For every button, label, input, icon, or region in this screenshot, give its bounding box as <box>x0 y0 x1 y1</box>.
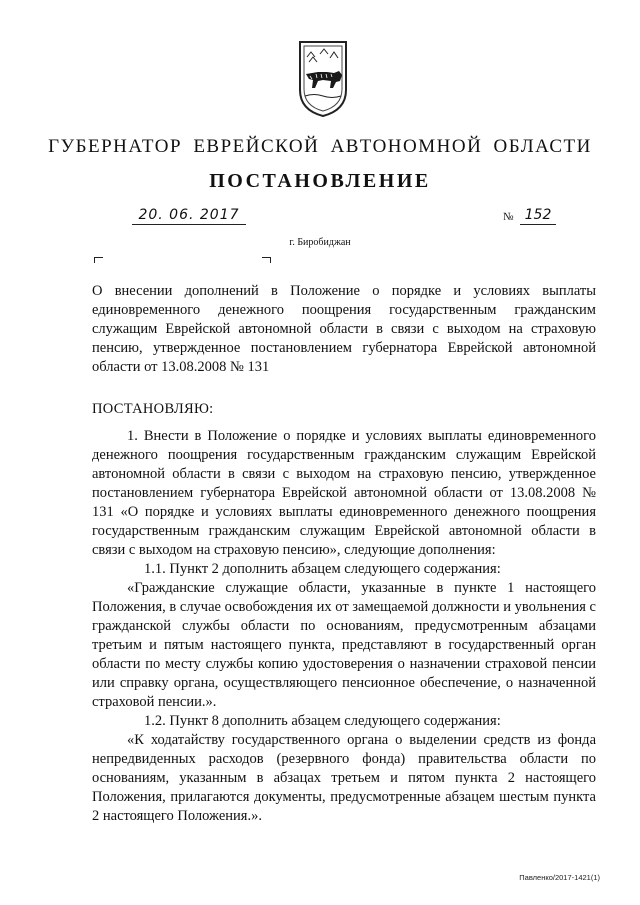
issuing-authority: ГУБЕРНАТОР ЕВРЕЙСКОЙ АВТОНОМНОЙ ОБЛАСТИ <box>48 136 592 157</box>
document-type: ПОСТАНОВЛЕНИЕ <box>209 170 431 192</box>
document-footer: Павленко/2017-1421(1) <box>519 873 600 882</box>
paragraph-1-1: 1.1. Пункт 2 дополнить абзацем следующего содержания: <box>144 561 501 577</box>
paragraph-1-2: 1.2. Пункт 8 дополнить абзацем следующего содержания: <box>144 713 501 729</box>
number-label: № <box>503 211 514 223</box>
decree-word: ПОСТАНОВЛЯЮ: <box>92 401 214 417</box>
title-bracket-right <box>262 257 271 263</box>
coat-of-arms-icon <box>296 40 350 118</box>
city-label: г. Биробиджан <box>289 237 351 248</box>
document-body <box>92 427 596 826</box>
document-date: 20. 06. 2017 <box>132 206 246 225</box>
document-number: 152 <box>520 206 556 225</box>
paragraph-1: 1. Внести в Положение о порядке и условиях выплаты единовременного денежного поощрения государственным гражданским служащим Еврейской автономной области в связи с выходом на страховую пенсию, утвержденное постановлением губернатора Еврейской автономной области от 13.08.2008 № 131 «О порядке и условиях выплаты единовременного денежного поощрения государственным гражданским служащим Еврейской автономной области в связи с выходом на страховую пенсию», следующие дополнения: <box>92 428 596 558</box>
quote-2: «К ходатайству государственного органа о выделении средств из фонда непредвиденных расходов (резервного фонда) правительства области по основаниям, указанным в абзацах третьем и пятом пункта 2 настоящего Положения, прилагаются документы, предусмотренные абзацем шестым пункта 2 настоящего Положения.». <box>92 732 596 824</box>
title-bracket-left <box>94 257 103 263</box>
document-title: О внесении дополнений в Положение о порядке и условиях выплаты единовременного денежного поощрения государственным гражданским служащим Еврейской автономной области в связи с выходом на страховую пенсию, утвержденное постановлением губернатора Еврейской автономной области от 13.08.2008 № 131 <box>92 283 596 375</box>
quote-1: «Гражданские служащие области, указанные в пункте 1 настоящего Положения, в случае освобождения их от замещаемой должности и увольнения с гражданской службы области по основаниям, предусмотренным абзацами третьим и пятым настоящего пункта, представляют в государственный орган области по месту службы копию удостоверения о назначении страховой пенсии или справку органа, осуществляющего пенсионное обеспечение, о назначенной страховой пенсии.». <box>92 580 596 710</box>
